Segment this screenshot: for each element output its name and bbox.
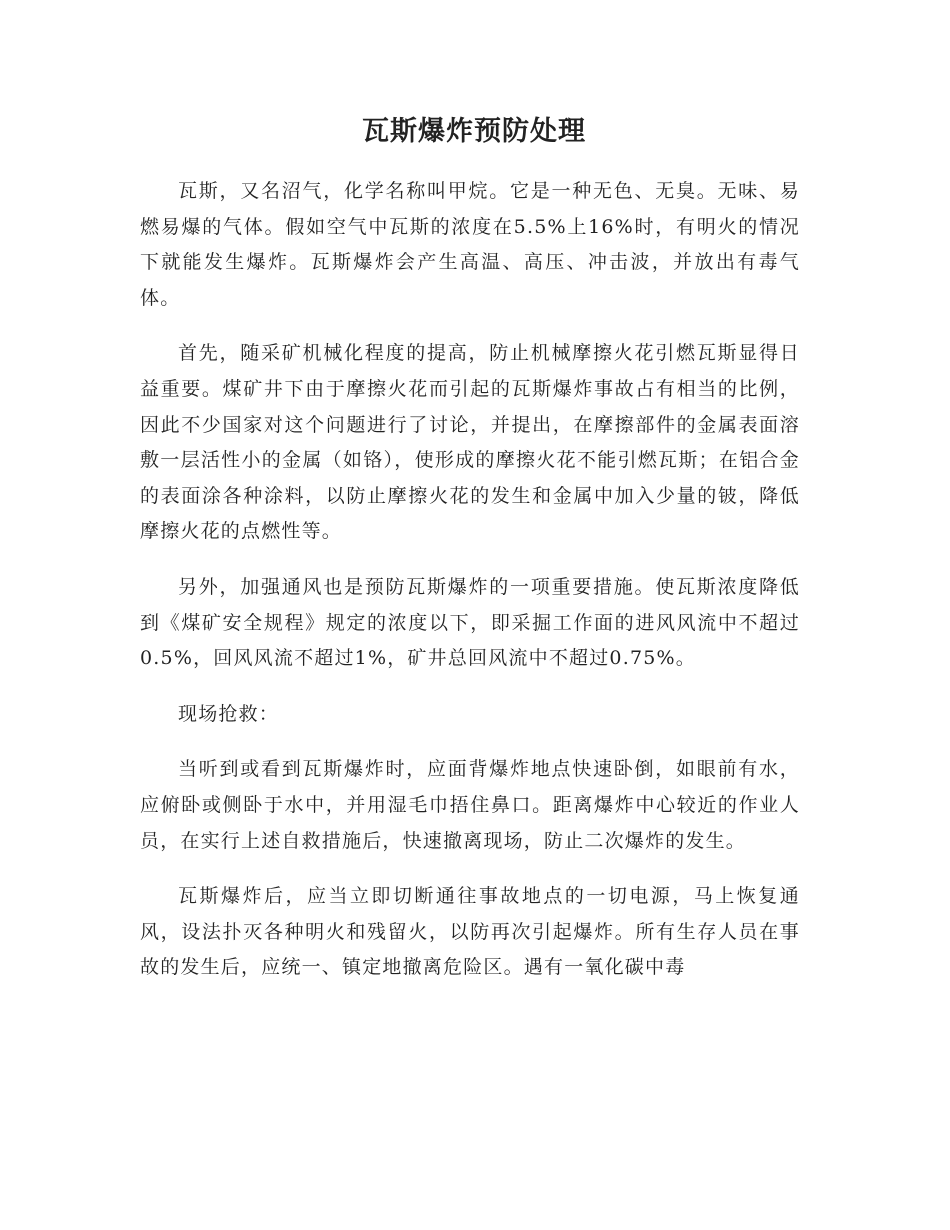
paragraph-intro: 瓦斯，又名沼气，化学名称叫甲烷。它是一种无色、无臭。无味、易燃易爆的气体。假如空气中瓦斯的浓度在5.5%上16%时，有明火的情况下就能发生爆炸。瓦斯爆炸会产生高温、高压、冲击波，并放出有毒气体。 xyxy=(140,180,800,309)
document-title: 瓦斯爆炸预防处理 xyxy=(362,116,586,147)
paragraph-self-rescue: 当听到或看到瓦斯爆炸时，应面背爆炸地点快速卧倒，如眼前有水，应俯卧或侧卧于水中，并用湿毛巾捂住鼻口。距离爆炸中心较近的作业人员，在实行上述自救措施后，快速撤离现场，防止二次爆炸的发生。 xyxy=(140,758,800,852)
paragraph-friction-sparks: 首先，随采矿机械化程度的提高，防止机械摩擦火花引燃瓦斯显得日益重要。煤矿井下由于摩擦火花而引起的瓦斯爆炸事故占有相当的比例，因此不少国家对这个问题进行了讨论，并提出，在摩擦部件的金属表面溶敷一层活性小的金属（如铬），使形成的摩擦火花不能引燃瓦斯；在铝合金的表面涂各种涂料，以防止摩擦火花的发生和金属中加入少量的铍，降低摩擦火花的点燃性等。 xyxy=(140,342,800,543)
paragraph-rescue-heading: 现场抢救： xyxy=(178,702,280,725)
paragraph-ventilation: 另外，加强通风也是预防瓦斯爆炸的一项重要措施。使瓦斯浓度降低到《煤矿安全规程》规定的浓度以下，即采掘工作面的进风风流中不超过0.5%，回风风流不超过1%，矿井总回风流中不超过0.75%。 xyxy=(140,575,800,670)
paragraph-after-explosion: 瓦斯爆炸后，应当立即切断通往事故地点的一切电源，马上恢复通风，设法扑灭各种明火和残留火，以防再次引起爆炸。所有生存人员在事故的发生后，应统一、镇定地撤离危险区。遇有一氧化碳中毒 xyxy=(140,885,800,979)
document-page xyxy=(140,112,800,1006)
